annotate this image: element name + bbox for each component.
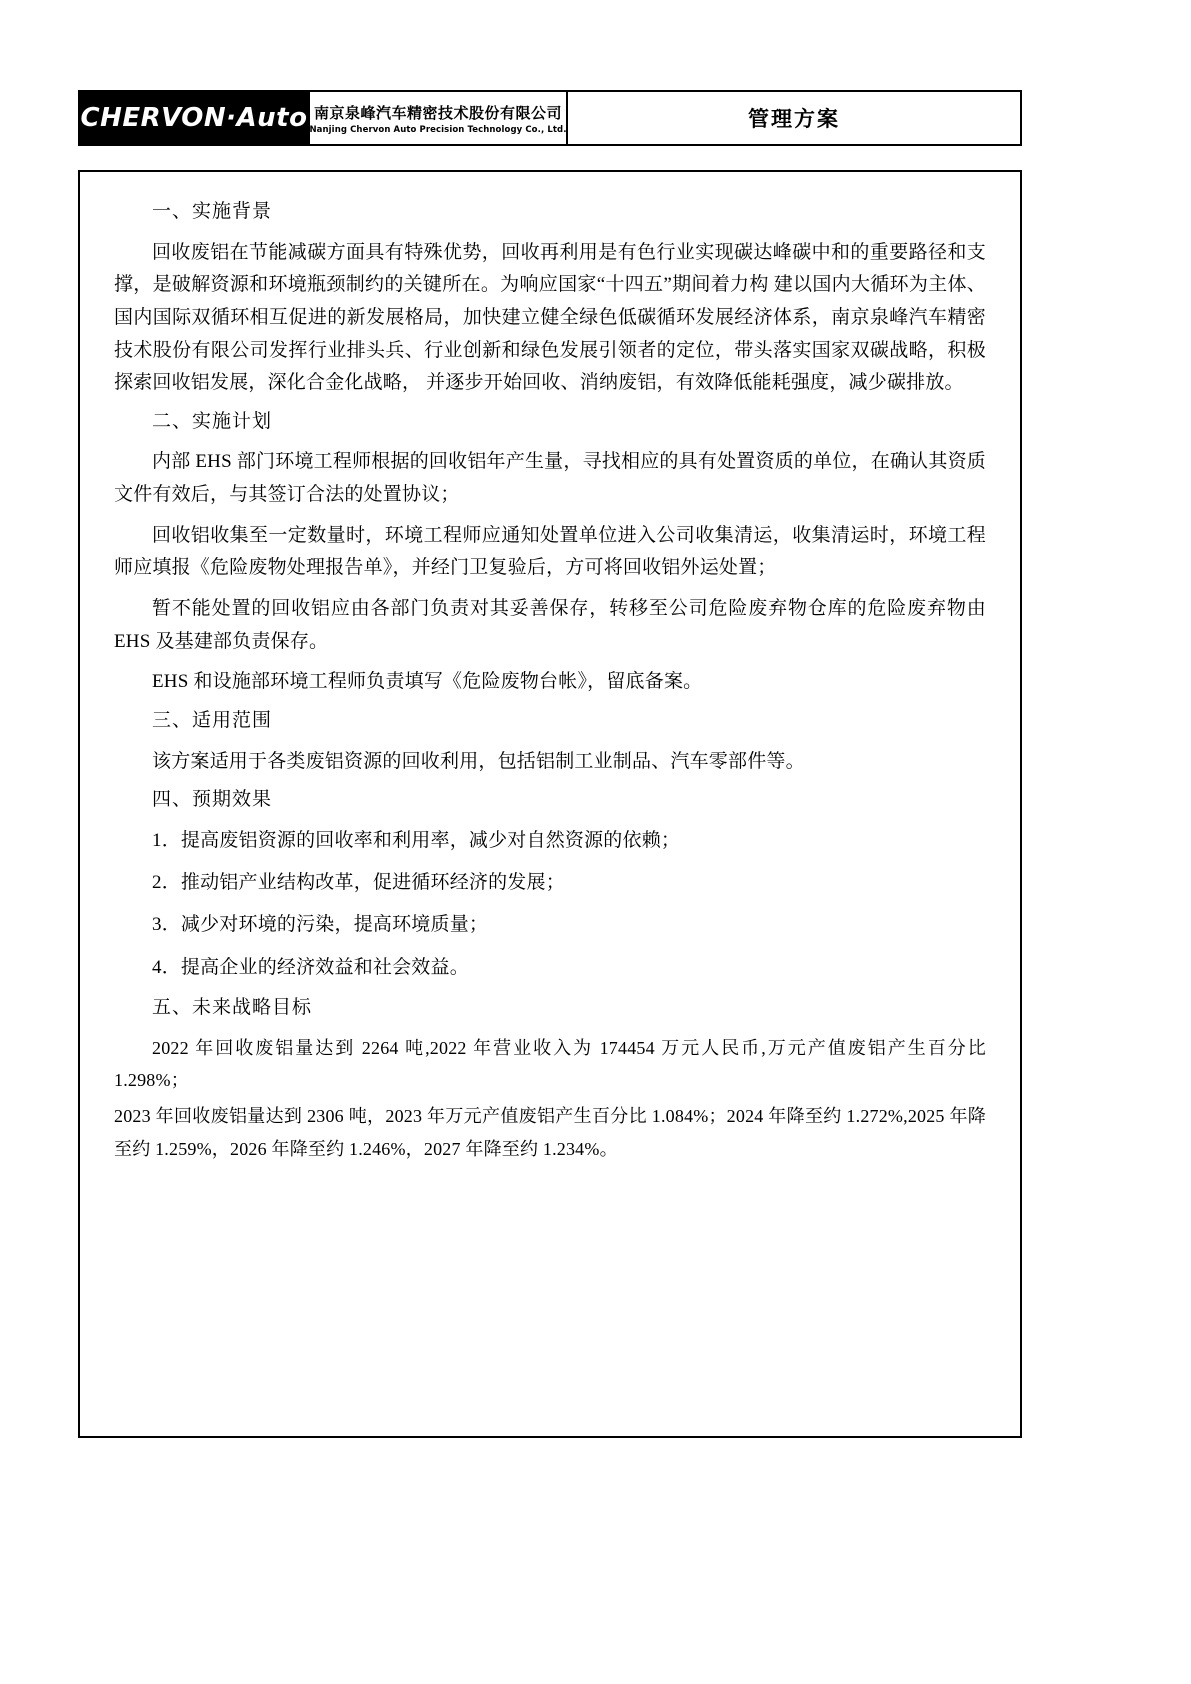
section-1-heading: 一、实施背景 — [152, 201, 273, 222]
logo-text: CHERVON·Auto — [80, 103, 308, 133]
section-5-paragraph-line-2: 2023 年回收废铝量达到 2306 吨，2023 年万元产值废铝产生百分比 1.084%；2024 年降至约 1.272%,2025 年降至约 1.259%，2026 年降至约 1.246%，2027 年降至约 1.234%。 — [114, 1106, 986, 1159]
section-4-item-3: 3．减少对环境的污染，提高环境质量； — [152, 914, 489, 936]
company-name-chinese: 南京泉峰汽车精密技术股份有限公司 — [314, 104, 563, 122]
section-2-paragraph-4: EHS 和设施部环境工程师负责填写《危险废物台帐》，留底备案。 — [152, 671, 703, 693]
document-header — [78, 90, 1022, 146]
section-5-paragraph-line-1: 2022 年回收废铝量达到 2264 吨,2022 年营业收入为 174454 万元人民币,万元产值废铝产生百分比 1.298%； — [114, 1038, 986, 1091]
section-3-paragraph: 该方案适用于各类废铝资源的回收利用，包括铝制工业制品、汽车零部件等。 — [152, 750, 805, 772]
section-4-item-1: 1．提高废铝资源的回收率和利用率，减少对自然资源的依赖； — [152, 829, 681, 851]
section-2-heading: 二、实施计划 — [152, 410, 273, 432]
section-2-paragraph-2: 回收铝收集至一定数量时，环境工程师应通知处置单位进入公司收集清运，收集清运时，环境工程师应填报《危险废物处理报告单》，并经门卫复验后，方可将回收铝外运处置； — [114, 524, 986, 579]
company-logo — [80, 92, 310, 144]
section-3-heading: 三、适用范围 — [152, 710, 273, 732]
section-5-heading: 五、未来战略目标 — [152, 996, 313, 1018]
document-title-cell — [568, 92, 1020, 144]
section-2-paragraph-1: 内部 EHS 部门环境工程师根据的回收铝年产生量，寻找相应的具有处置资质的单位，在确认其资质文件有效后，与其签订合法的处置协议； — [114, 451, 986, 506]
section-2-paragraph-3: 暂不能处置的回收铝应由各部门负责对其妥善保存，转移至公司危险废弃物仓库的危险废弃物由 EHS 及基建部负责保存。 — [114, 598, 986, 652]
document-body — [78, 170, 1022, 1438]
company-name-block — [310, 92, 568, 144]
section-4-heading: 四、预期效果 — [152, 789, 273, 811]
section-4-item-4: 4．提高企业的经济效益和社会效益。 — [152, 956, 469, 978]
company-name-english: Nanjing Chervon Auto Precision Technology Co., Ltd. — [309, 124, 567, 135]
section-4-item-2: 2．推动铝产业结构改革，促进循环经济的发展； — [152, 872, 565, 894]
section-1-paragraph: 回收废铝在节能减碳方面具有特殊优势，回收再利用是有色行业实现碳达峰碳中和的重要路径和支撑，是破解资源和环境瓶颈制约的关键所在。为响应国家“十四五”期间着力构 建以国内大循环为主体、国内国际双循环相互促进的新发展格局，加快建立健全绿色低碳循环发展经济体系，南京泉峰汽车精密技术股份有限公司发挥行业排头兵、行业创新和绿色发展引领者的定位，带头落实国家双碳战略，积极探索回收铝发展，深化合金化战略， 并逐步开始回收、消纳废铝，有效降低能耗强度，减少碳排放。 — [114, 241, 986, 394]
page-title: 管理方案 — [748, 108, 840, 131]
